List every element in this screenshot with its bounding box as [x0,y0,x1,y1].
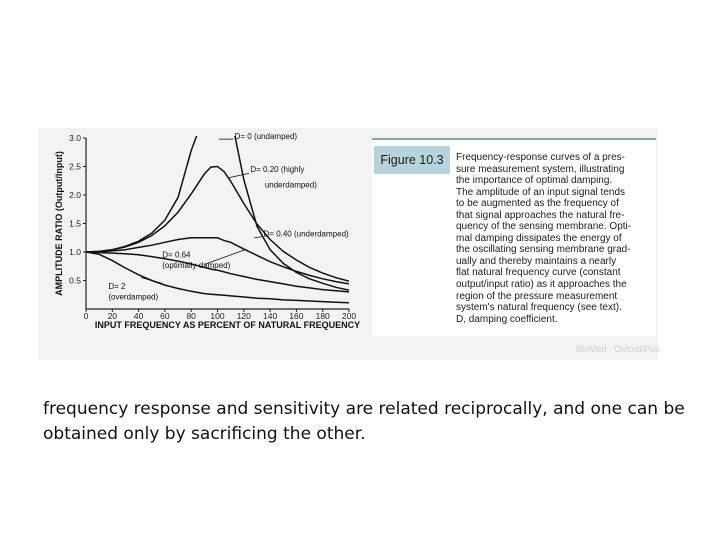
caption-box [372,138,656,336]
annotation-leader [141,278,162,284]
annotation-leader [228,173,249,178]
y-tick-label: 1.0 [69,247,81,257]
annotation-leader [254,237,262,238]
caption-line: to be augmented as the frequency of [456,198,619,210]
x-tick-label: 100 [210,311,225,321]
x-tick-label: 120 [236,311,251,321]
y-axis-label: AMPLITUDE RATIO (Output/Input) [54,151,64,296]
x-tick-label: 180 [315,311,330,321]
x-axis-label: INPUT FREQUENCY AS PERCENT OF NATURAL FREQUENCY [94,320,361,330]
caption-text [456,152,656,325]
body-text [43,397,683,447]
x-tick-label: 140 [263,311,278,321]
caption-line: system's natural frequency (see text). [456,302,622,314]
y-tick-label: 2.0 [69,190,81,200]
caption-line: the importance of optimal damping. [456,175,613,187]
y-tick-label: 2.5 [69,161,81,172]
curve-annotation: D= 0.40 (underdamped) [263,229,349,239]
caption-line: quency of the sensing membrane. Opti- [456,221,632,233]
curve-annotation: D= 0.64 [162,250,191,260]
curve-annotation: underdamped) [264,180,317,190]
x-tick-label: 0 [83,311,89,321]
x-tick-label: 200 [341,311,357,321]
caption-line: mal damping dissipates the energy of [456,232,622,244]
curve-annotation: D= 0 (undamped) [234,132,298,142]
curve-annotation: D= 0.20 (highly [250,165,305,175]
curve-annotation: (optimally damped) [162,260,231,270]
curve-annotation: D= 2 [108,282,126,292]
caption-line: flat natural frequency curve (constant [456,267,621,279]
y-tick-label: 1.5 [69,218,81,229]
caption-line: output/input ratio) as it approaches the [456,279,627,291]
x-tick-label: 20 [107,311,118,321]
body-text-line: obtained only by sacrificing the other. [43,424,366,444]
caption-line: the oscillating sensing membrane grad- [456,244,631,256]
x-tick-label: 160 [289,311,304,321]
caption-line: ually and thereby maintains a nearly [456,255,617,267]
y-tick-label: 3.0 [69,133,81,143]
x-tick-label: 40 [133,311,144,321]
caption-line: The amplitude of an input signal tends [456,186,625,198]
y-tick-label: 0.5 [69,275,81,286]
curve-annotation: (overdamped) [108,292,159,302]
caption-line: sure measurement system, illustrating [456,163,625,175]
figure-label: Figure 10.3 [374,146,450,174]
x-tick-label: 60 [160,311,170,321]
caption-line: region of the pressure measurement [456,290,618,302]
body-text-line: frequency response and sensitivity are related reciprocally, and one can be [43,399,685,419]
x-tick-label: 80 [186,311,196,321]
caption-line: Frequency-response curves of a pres- [456,152,625,163]
image-credit: BioMed · Oxford/Pub [576,344,661,354]
caption-line: D, damping coefficient. [456,313,558,325]
caption-line: that signal approaches the natural fre- [456,209,625,221]
